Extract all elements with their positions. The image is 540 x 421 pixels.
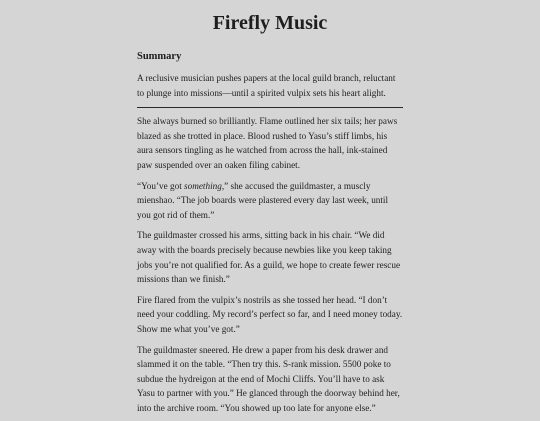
story-body	[137, 114, 403, 415]
story-paragraph-4: Fire flared from the vulpix’s nostrils as she tossed her head. “I don’t need your coddling. My record’s perfect so far, and I need money today. Show me what you’ve got.”	[137, 294, 403, 334]
summary-heading: Summary	[137, 51, 182, 62]
emphasis-text: something	[184, 180, 222, 191]
content-column	[137, 50, 403, 421]
dialogue-rest: ,” she accused the guildmaster, a muscly mienshao. “The job boards were plastered every day last week, until you got rid of them.”	[137, 180, 389, 220]
story-paragraph-3: The guildmaster crossed his arms, sitting back in his chair. “We did away with the boards precisely because newbies like you keep taking jobs you’re not qualified for. As a guild, we hope to create fewer rescue missions than we finish.”	[137, 230, 401, 285]
story-paragraph-5: The guildmaster sneered. He drew a paper from his desk drawer and slammed it on the table. “Then try this. S-rank mission. 5500 poke to subdue the hydreigon at the end of Mochi Cliffs. You’ll have to ask Yasu to partner with you.” He glanced through the doorway behind her, into the archive room. “You showed up too late for anyone else.”	[137, 344, 400, 413]
story-paragraph-2	[137, 179, 403, 223]
story-paragraph-1: She always burned so brilliantly. Flame outlined her six tails; her paws blazed as she trotted in place. Blood rushed to Yasu’s stiff limbs, his aura sensors tingling as he watched from across the hall, ink-stained paw suspended over an oaken filing cabinet.	[137, 116, 398, 170]
page-title: Firefly Music	[212, 12, 328, 34]
summary-text: A reclusive musician pushes papers at the local guild branch, reluctant to plunge into missions—until a spirited vulpix sets his heart alight.	[137, 73, 396, 98]
divider	[137, 107, 403, 108]
dialogue-open: “You’ve got	[137, 180, 185, 191]
